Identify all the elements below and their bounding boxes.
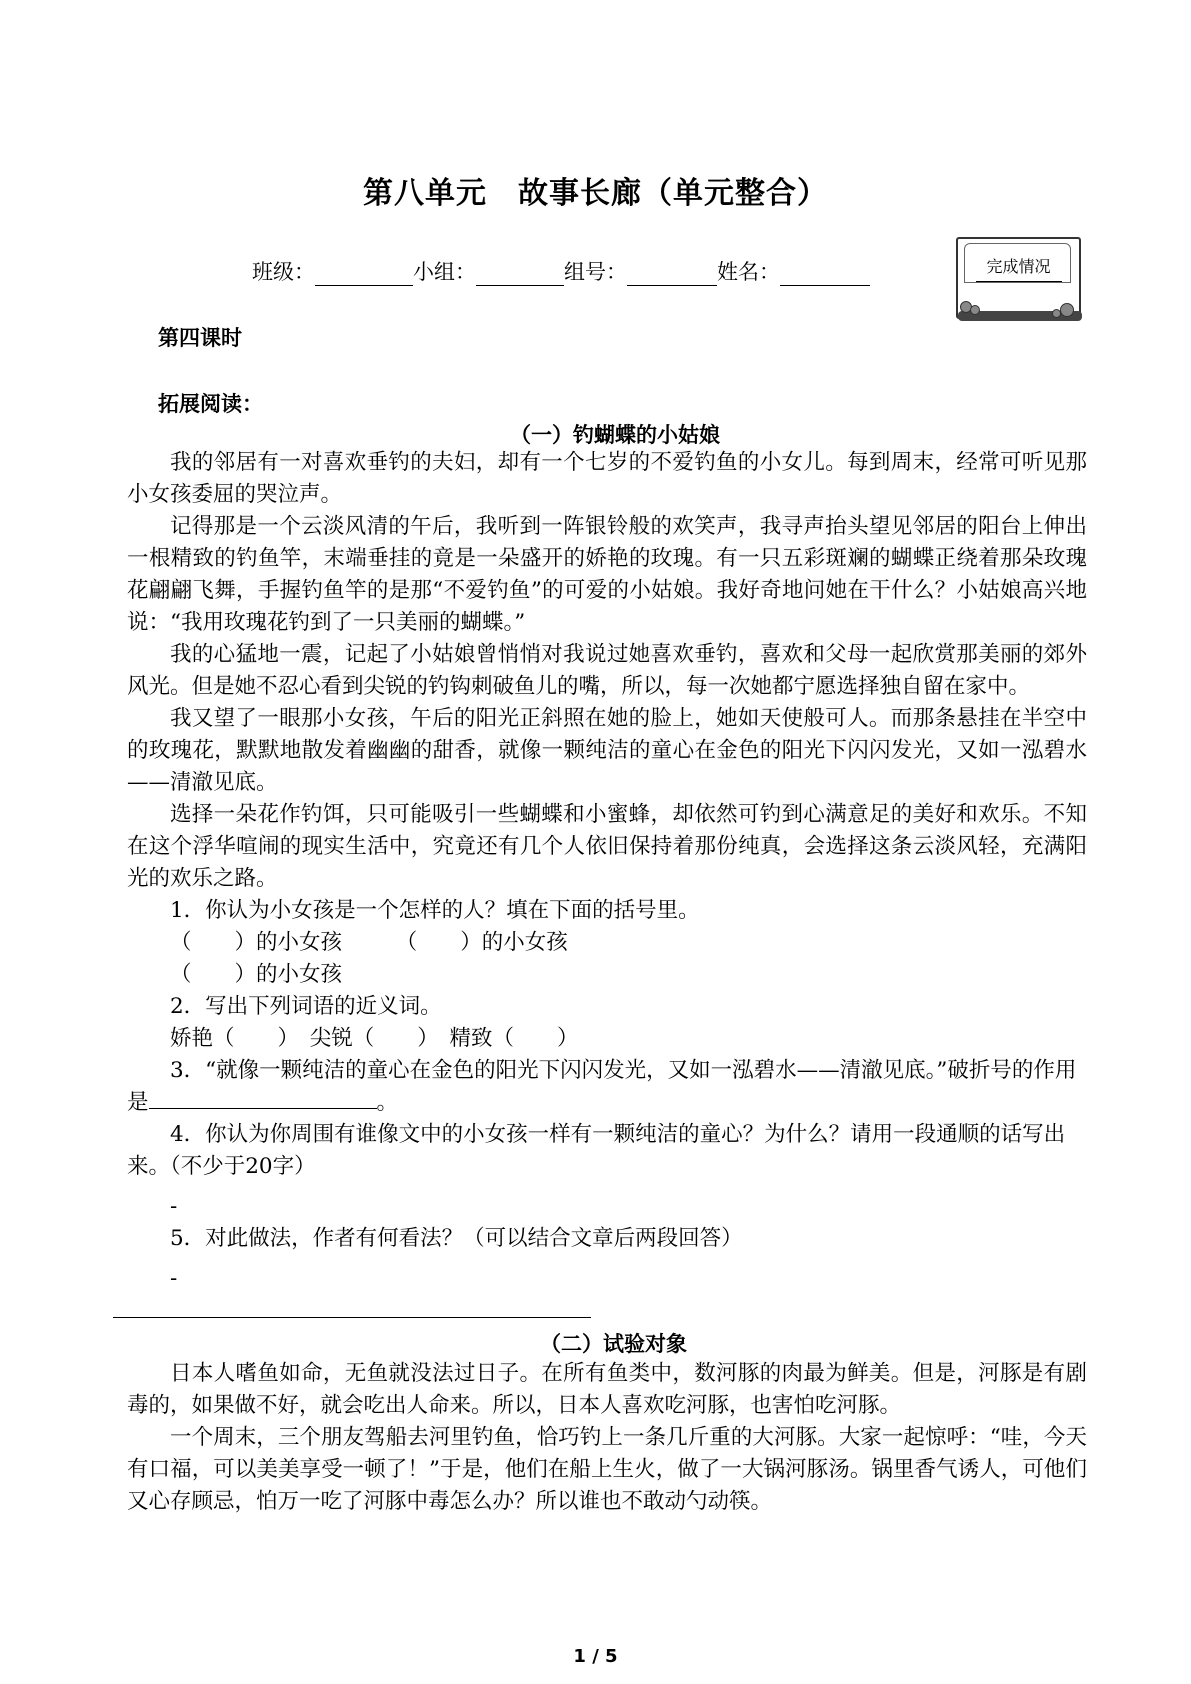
decorative-dot-icon bbox=[970, 305, 980, 315]
story2-paragraph: 日本人嗜鱼如命，无鱼就没法过日子。在所有鱼类中，数河豚的肉最为鲜美。但是，河豚是有剧毒的，如果做不好，就会吃出人命来。所以，日本人喜欢吃河豚，也害怕吃河豚。 bbox=[127, 1361, 1087, 1418]
question-3-end: 。 bbox=[376, 1090, 399, 1115]
question-1: 1．你认为小女孩是一个怎样的人？填在下面的括号里。 bbox=[170, 898, 700, 923]
number-blank[interactable] bbox=[627, 261, 717, 286]
story1-paragraph: 我的心猛地一震，记起了小姑娘曾悄悄对我说过她喜欢垂钓，喜欢和父母一起欣赏那美丽的郊外风光。但是她不忍心看到尖锐的钓钩刺破鱼儿的嘴，所以，每一次她都宁愿选择独自留在家中。 bbox=[127, 642, 1087, 699]
status-box-rule bbox=[976, 281, 1062, 282]
class-label: 班级： bbox=[252, 260, 315, 284]
class-blank[interactable] bbox=[315, 261, 413, 286]
page-title: 第八单元 故事长廊（单元整合） bbox=[363, 176, 828, 211]
question-1-blanks[interactable]: （ ）的小女孩 bbox=[170, 962, 343, 987]
status-box-label: 完成情况 bbox=[986, 257, 1051, 276]
question-4-answer[interactable]: - bbox=[170, 1194, 178, 1219]
story2-body bbox=[127, 1358, 1087, 1518]
story1-paragraph: 选择一朵花作钓饵，只可能吸引一些蝴蝶和小蜜蜂，却依然可钓到心满意足的美好和欢乐。不知在这个浮华喧闹的现实生活中，究竟还有几个人依旧保持着那份纯真，会选择这条云淡风轻，充满阳光的欢乐之路。 bbox=[127, 802, 1087, 891]
question-2: 2．写出下列词语的近义词。 bbox=[170, 994, 442, 1019]
story1-paragraph: 记得那是一个云淡风清的午后，我听到一阵银铃般的欢笑声，我寻声抬头望见邻居的阳台上伸出一根精致的钓鱼竿，末端垂挂的竟是一朵盛开的娇艳的玫瑰。有一只五彩斑斓的蝴蝶正绕着那朵玫瑰花翩翩飞舞，手握钓鱼竿的是那“不爱钓鱼”的可爱的小姑娘。我好奇地问她在干什么？小姑娘高兴地说：“我用玫瑰花钓到了一只美丽的蝴蝶。” bbox=[127, 514, 1087, 635]
student-info-row bbox=[252, 256, 870, 286]
question-3-answer-line[interactable] bbox=[149, 1088, 377, 1109]
story2-paragraph: 一个周末，三个朋友驾船去河里钓鱼，恰巧钓上一条几斤重的大河豚。大家一起惊呼：“哇，今天有口福，可以美美享受一顿了！”于是，他们在船上生火，做了一大锅河豚汤。锅里香气诱人，可他们又心存顾忌，怕万一吃了河豚中毒怎么办？所以谁也不敢动勺动筷。 bbox=[127, 1425, 1087, 1514]
decorative-dot-icon bbox=[1060, 303, 1074, 317]
story1-paragraph: 我的邻居有一对喜欢垂钓的夫妇，却有一个七岁的不爱钓鱼的小女儿。每到周末，经常可听见那小女孩委屈的哭泣声。 bbox=[127, 450, 1087, 507]
story1-body bbox=[127, 447, 1087, 1295]
name-label: 姓名： bbox=[717, 260, 780, 284]
lesson-heading: 第四课时 bbox=[158, 326, 242, 350]
section-divider bbox=[113, 1317, 591, 1318]
decorative-dot-icon bbox=[1052, 309, 1061, 318]
story1-title: （一）钓蝴蝶的小姑娘 bbox=[510, 423, 720, 447]
question-4: 4．你认为你周围有谁像文中的小女孩一样有一颗纯洁的童心？为什么？请用一段通顺的话写出来。（不少于20字） bbox=[127, 1122, 1066, 1179]
story1-paragraph: 我又望了一眼那小女孩，午后的阳光正斜照在她的脸上，她如天使般可人。而那条悬挂在半空中的玫瑰花，默默地散发着幽幽的甜香，就像一颗纯洁的童心在金色的阳光下闪闪发光，又如一泓碧水——清澈见底。 bbox=[127, 706, 1087, 795]
group-label: 小组： bbox=[413, 260, 476, 284]
completion-status-box bbox=[956, 237, 1084, 323]
name-blank[interactable] bbox=[780, 261, 870, 286]
story2-title: （二）试验对象 bbox=[540, 1332, 687, 1356]
page-number: 1 / 5 bbox=[573, 1646, 618, 1667]
question-3 bbox=[127, 1055, 1087, 1119]
number-label: 组号： bbox=[564, 260, 627, 284]
section-heading: 拓展阅读： bbox=[158, 392, 263, 416]
question-5-answer[interactable]: - bbox=[170, 1266, 178, 1291]
group-blank[interactable] bbox=[476, 261, 564, 286]
question-1-blanks[interactable]: （ ）的小女孩 （ ）的小女孩 bbox=[170, 930, 568, 955]
question-5: 5．对此做法，作者有何看法？（可以结合文章后两段回答） bbox=[170, 1226, 743, 1251]
question-2-words[interactable]: 娇艳（ ） 尖锐（ ） 精致（ ） bbox=[170, 1026, 579, 1051]
question-3-text: 3．“就像一颗纯洁的童心在金色的阳光下闪闪发光，又如一泓碧水——清澈见底。”破折号的作用是 bbox=[127, 1058, 1077, 1115]
